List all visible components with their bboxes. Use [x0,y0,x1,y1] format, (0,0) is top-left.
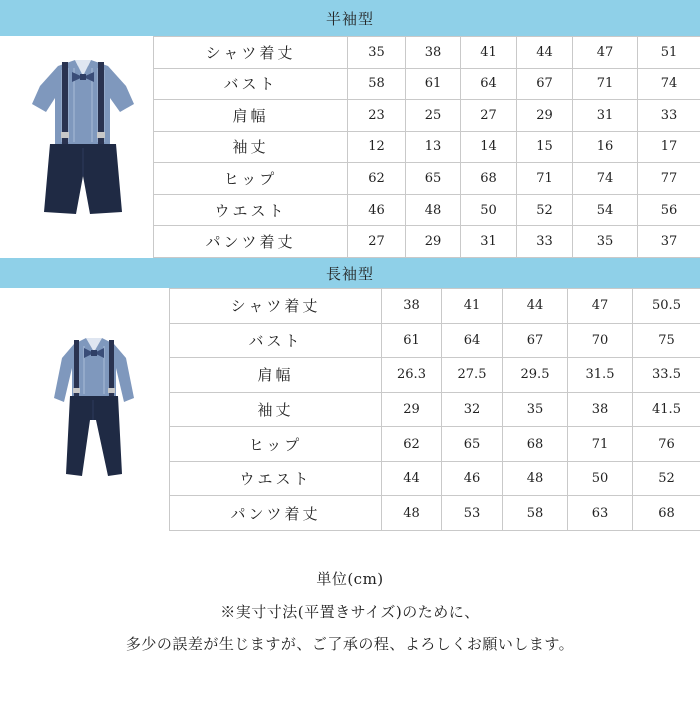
tolerance-note: 多少の誤差が生じますが、ご了承の程、よろしくお願いします。 [125,635,575,653]
size-value: 31 [461,226,517,258]
size-value: 29.5 [503,358,568,393]
size-value: 32 [442,392,503,427]
size-row [154,194,700,226]
size-value: 68 [633,496,700,531]
size-value: 76 [633,427,700,462]
short-sleeve-size-table [153,36,700,258]
measurement-note: ※実寸寸法(平置きサイズ)のために、 [220,603,480,621]
size-value: 41 [461,37,517,69]
size-value: 63 [568,496,633,531]
size-value: 12 [348,131,406,163]
size-value: 46 [348,194,406,226]
size-value: 53 [442,496,503,531]
size-row [154,37,700,69]
size-value: 27 [461,100,517,132]
measurement-label: パンツ着丈 [154,226,348,258]
size-value: 38 [568,392,633,427]
size-value: 52 [633,461,700,496]
size-row [154,131,700,163]
size-value: 61 [406,68,461,100]
measurement-label: ウエスト [154,194,348,226]
size-value: 64 [442,323,503,358]
long-sleeve-size-table [169,288,700,531]
size-row [170,289,700,324]
size-value: 67 [517,68,573,100]
size-value: 35 [573,226,638,258]
size-value: 41 [442,289,503,324]
size-row [154,100,700,132]
size-value: 29 [406,226,461,258]
size-value: 71 [517,163,573,195]
size-value: 48 [406,194,461,226]
short-sleeve-product-image [0,36,154,258]
size-value: 74 [573,163,638,195]
size-row [154,68,700,100]
size-value: 58 [503,496,568,531]
size-row [170,323,700,358]
size-value: 31 [573,100,638,132]
size-value: 13 [406,131,461,163]
long-sleeve-outfit-illustration [0,288,169,531]
size-value: 31.5 [568,358,633,393]
measurement-label: ウエスト [170,461,382,496]
short-sleeve-outfit-illustration [0,36,153,258]
size-value: 26.3 [382,358,442,393]
size-value: 74 [638,68,700,100]
size-row [170,461,700,496]
size-row [170,496,700,531]
size-value: 14 [461,131,517,163]
size-value: 47 [568,289,633,324]
size-value: 77 [638,163,700,195]
measurement-label: 袖丈 [170,392,382,427]
size-value: 58 [348,68,406,100]
size-value: 29 [382,392,442,427]
size-value: 62 [382,427,442,462]
size-value: 33.5 [633,358,700,393]
size-value: 37 [638,226,700,258]
size-value: 71 [573,68,638,100]
size-value: 51 [638,37,700,69]
size-value: 52 [517,194,573,226]
size-value: 67 [503,323,568,358]
size-value: 15 [517,131,573,163]
short-sleeve-header [0,0,700,36]
measurement-label: 袖丈 [154,131,348,163]
size-value: 16 [573,131,638,163]
short-sleeve-title: 半袖型 [325,9,374,28]
measurement-label: バスト [154,68,348,100]
measurement-label: ヒップ [170,427,382,462]
size-value: 70 [568,323,633,358]
long-sleeve-section [0,288,700,531]
measurement-label: シャツ着丈 [154,37,348,69]
measurement-label: パンツ着丈 [170,496,382,531]
size-value: 75 [633,323,700,358]
size-value: 17 [638,131,700,163]
short-sleeve-section [0,36,700,258]
unit-note: 単位(cm) [316,570,384,588]
measurement-label: 肩幅 [170,358,382,393]
size-value: 56 [638,194,700,226]
size-value: 48 [503,461,568,496]
size-value: 71 [568,427,633,462]
size-value: 54 [573,194,638,226]
size-value: 25 [406,100,461,132]
size-value: 65 [442,427,503,462]
measurement-label: バスト [170,323,382,358]
size-value: 68 [461,163,517,195]
measurement-label: ヒップ [154,163,348,195]
size-value: 50 [461,194,517,226]
size-value: 44 [517,37,573,69]
measurement-label: シャツ着丈 [170,289,382,324]
size-value: 29 [517,100,573,132]
size-value: 65 [406,163,461,195]
size-value: 27 [348,226,406,258]
size-row [170,392,700,427]
size-row [154,163,700,195]
size-row [154,226,700,258]
size-row [170,427,700,462]
size-value: 50 [568,461,633,496]
size-value: 23 [348,100,406,132]
size-value: 38 [382,289,442,324]
measurement-label: 肩幅 [154,100,348,132]
size-value: 47 [573,37,638,69]
size-value: 48 [382,496,442,531]
size-value: 27.5 [442,358,503,393]
size-value: 64 [461,68,517,100]
size-value: 33 [638,100,700,132]
size-row [170,358,700,393]
size-value: 41.5 [633,392,700,427]
size-value: 46 [442,461,503,496]
size-value: 35 [348,37,406,69]
long-sleeve-product-image [0,288,170,531]
size-value: 62 [348,163,406,195]
size-value: 44 [503,289,568,324]
long-sleeve-header [0,258,700,288]
size-value: 68 [503,427,568,462]
size-value: 35 [503,392,568,427]
size-value: 61 [382,323,442,358]
size-value: 38 [406,37,461,69]
long-sleeve-title: 長袖型 [325,264,374,283]
size-value: 44 [382,461,442,496]
size-value: 33 [517,226,573,258]
size-value: 50.5 [633,289,700,324]
